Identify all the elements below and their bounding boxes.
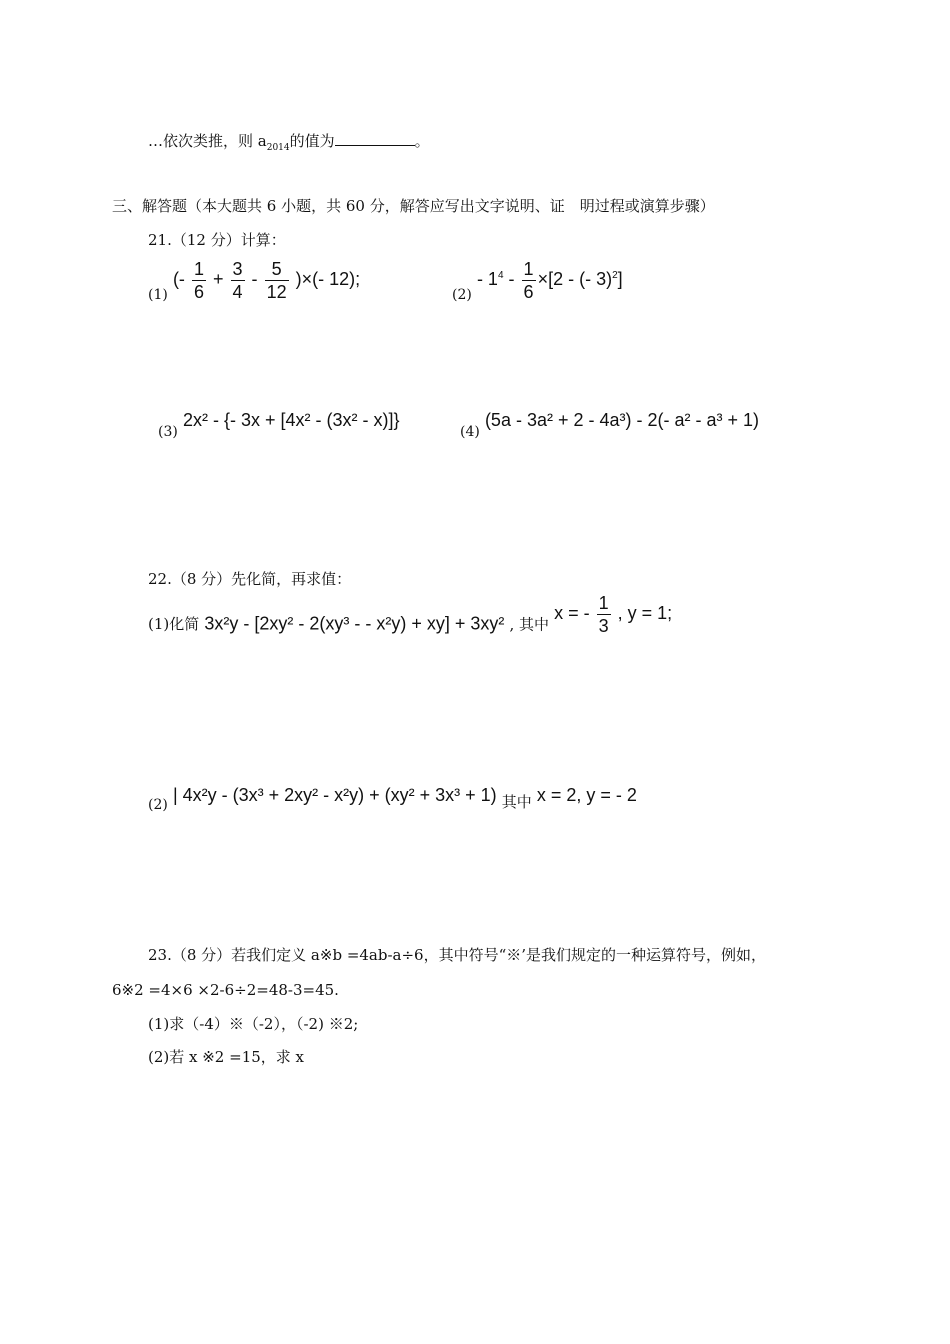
q21-part4 (460, 410, 760, 440)
q21-p3-label: (3) (158, 424, 178, 440)
q22-header: 22.（8 分）先化简，再求值： (148, 570, 352, 588)
numerator: 5 (265, 258, 289, 281)
fraction (231, 258, 245, 303)
denominator: 4 (232, 282, 243, 302)
minus-sign: - (251, 269, 258, 290)
q21-p4-label: (4) (460, 424, 480, 440)
q22-p1-mid: , 其中 (509, 615, 549, 634)
q22-p2-cond: x = 2, y = - 2 (536, 785, 637, 805)
q22-p1-cond-a: x = - (554, 603, 590, 624)
section-title: 三、解答题（本大题共 6 小题，共 60 分，解答应写出文字说明、证 明过程或演算步骤） (112, 197, 715, 215)
sequence-subscript: 2014 (266, 143, 290, 153)
q21-part3 (158, 410, 400, 440)
fraction (597, 592, 611, 637)
denominator: 12 (266, 282, 287, 302)
denominator: 6 (523, 282, 534, 302)
q21-p2-head: - 1 (476, 269, 498, 290)
q21-p3-expr: 2x² - {- 3x + [4x² - (3x² - x)]} (182, 410, 400, 430)
close-bracket: ] (617, 269, 623, 290)
q22-p2-mid: 其中 (501, 793, 532, 811)
q21-part2 (452, 258, 623, 303)
fraction (192, 258, 206, 303)
q23-line3: (1)求（-4）※（-2），（-2) ※2; (148, 1015, 359, 1033)
q21-p1-tail: )×(- 12); (295, 269, 361, 290)
q22-p1-cond-b: , y = 1; (617, 603, 673, 624)
q22-part1 (148, 593, 673, 647)
sequence-prefix: …依次类推，则 a (148, 132, 267, 150)
minus-sign: - (508, 269, 515, 290)
q22-p1-expr: 3x²y - [2xy² - 2(xy³ - - x²y) + xy] + 3xy² (204, 613, 505, 634)
q22-part2 (148, 785, 637, 813)
q23-line2: 6※2 =4×6 ×2-6÷2=48-3=45. (112, 981, 339, 999)
plus-sign: + (212, 269, 224, 290)
numerator: 1 (193, 259, 204, 279)
q21-p2-tail: ×[2 - (- 3) (537, 269, 613, 290)
sequence-end: 。 (414, 132, 430, 150)
exponent: 2 (612, 270, 618, 282)
q21-p1-open: (- (172, 269, 185, 290)
q21-part1 (148, 258, 360, 303)
q23-line1: 23.（8 分）若我们定义 a※b =4ab-a÷6，其中符号“※’是我们规定的一种运算符号，例如， (148, 946, 767, 964)
q21-header: 21.（12 分）计算： (148, 231, 286, 249)
q21-p2-label: (2) (452, 287, 472, 304)
q22-p1-label: (1)化简 (148, 615, 200, 634)
answer-blank[interactable] (335, 131, 415, 146)
exponent: 4 (497, 270, 504, 282)
numerator: 1 (598, 593, 609, 613)
q21-p4-expr: (5a - 3a² + 2 - 4a³) - 2(- a² - a³ + 1) (484, 410, 760, 430)
sequence-suffix: 的值为 (289, 132, 335, 150)
fraction (265, 258, 289, 303)
numerator: 1 (523, 259, 534, 279)
sequence-line (148, 130, 430, 153)
denominator: 3 (598, 616, 609, 636)
q21-p1-label: (1) (148, 287, 168, 304)
q22-p2-label: (2) (148, 797, 168, 813)
q22-p2-expr: | 4x²y - (3x³ + 2xy² - x²y) + (xy² + 3x³ + 1) (172, 785, 497, 805)
denominator: 6 (193, 282, 204, 302)
fraction (522, 258, 536, 303)
numerator: 3 (232, 259, 243, 279)
q23-line4: (2)若 x ※2 =15，求 x (148, 1048, 305, 1066)
